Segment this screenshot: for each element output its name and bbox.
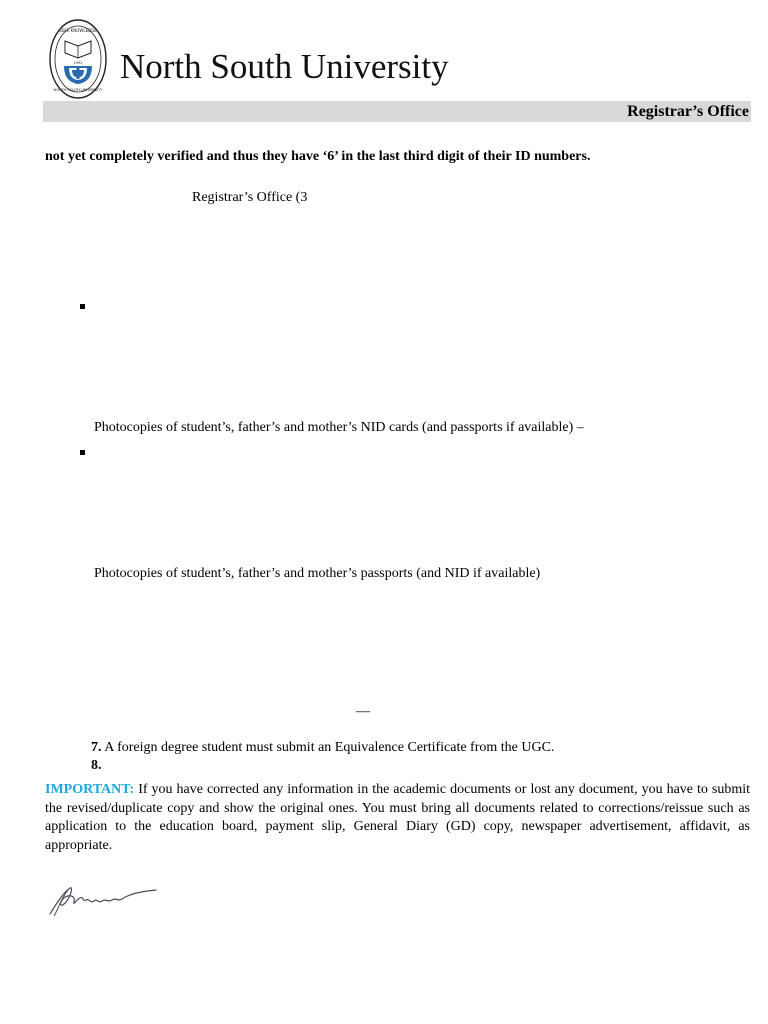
university-logo: [49, 19, 107, 99]
registrar-office-fragment: Registrar’s Office (3: [192, 190, 308, 205]
bullet-marker: [80, 304, 85, 309]
important-text: If you have corrected any information in the academic documents or lost any document, you have to submit the revised/duplicate copy and show the original ones. You must bring all documents related to corrections/reissue such as application to the education board, payment slip, General Diary (GD) copy, newspaper advertisement, affidavit, as appropriate.: [45, 782, 750, 853]
important-note: [45, 781, 750, 855]
item-7: [91, 739, 554, 757]
important-label: IMPORTANT:: [45, 782, 135, 797]
nid-photocopies-item: Photocopies of student’s, father’s and mother’s NID cards (and passports if available) –: [94, 420, 584, 435]
logo-text-bottom: NORTH SOUTH UNIVERSITY: [53, 88, 103, 92]
item-7-text: A foreign degree student must submit an Equivalence Certificate from the UGC.: [101, 740, 555, 755]
bullet-marker: [80, 450, 85, 455]
signature-image: [46, 880, 166, 920]
verification-line: not yet completely verified and thus they have ‘6’ in the last third digit of their ID numbers.: [45, 149, 591, 164]
office-label: Registrar’s Office: [627, 103, 749, 120]
university-name: North South University: [120, 47, 449, 86]
logo-year: 1992: [73, 61, 83, 65]
item-7-number: 7.: [91, 740, 102, 755]
passport-photocopies-item: Photocopies of student’s, father’s and mother’s passports (and NID if available): [94, 566, 541, 581]
em-dash: —: [356, 704, 370, 719]
item-8-number: 8.: [91, 758, 102, 773]
office-header-bar: [43, 101, 751, 122]
logo-text-top: SEEK KNOWLEDGE: [59, 28, 97, 33]
